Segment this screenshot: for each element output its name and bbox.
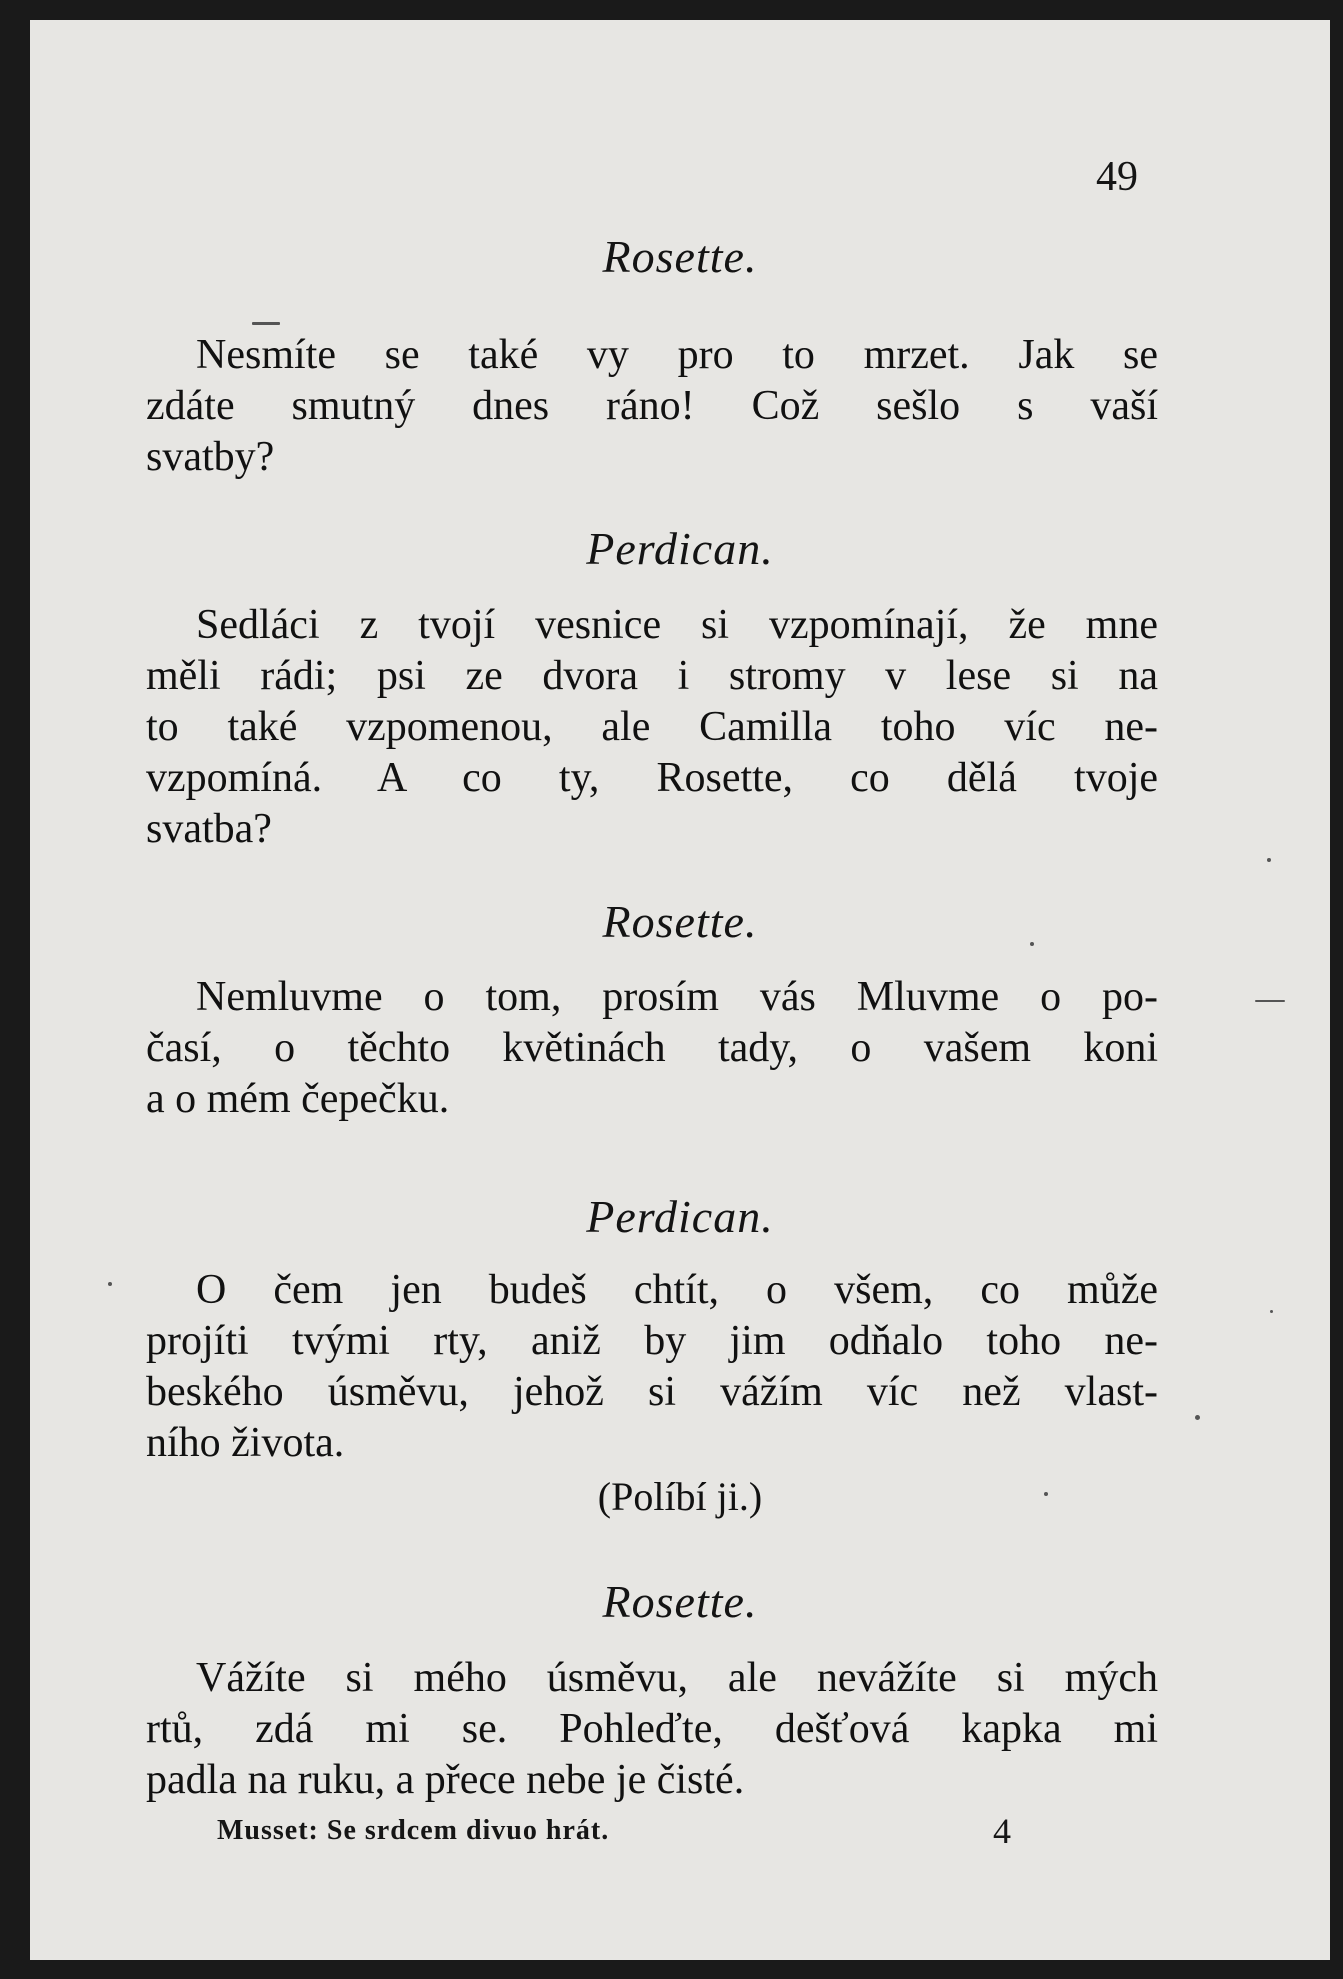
speech-paragraph: [146, 972, 1158, 1125]
stage-direction: (Políbí ji.): [597, 1474, 763, 1519]
speech-paragraph: [146, 1265, 1158, 1469]
speech-line: padla na ruku, a přece nebe je čisté.: [146, 1757, 745, 1803]
speech-line: měli rádi; psi ze dvora i stromy v lese si na: [146, 653, 1158, 699]
speech-line: ního života.: [146, 1420, 345, 1466]
speech-line: projíti tvými rty, aniž by jim odňalo toho ne-: [146, 1318, 1158, 1364]
speech-line: časí, o těchto květinách tady, o vašem koni: [146, 1025, 1158, 1071]
speech-line: a o mém čepečku.: [146, 1076, 450, 1122]
paper-speck: [1255, 1000, 1285, 1002]
speaker-name: Rosette.: [602, 1576, 758, 1627]
speaker-name: Perdican.: [586, 523, 774, 574]
speech-line: O čem jen budeš chtít, o všem, co může: [196, 1267, 1158, 1313]
paper-speck: [252, 322, 280, 325]
paper-speck: [1044, 1492, 1048, 1496]
speaker-name: Rosette.: [602, 896, 758, 947]
signature-number: 4: [993, 1811, 1011, 1851]
paper-speck: [1267, 858, 1271, 862]
speech-line: to také vzpomenou, ale Camilla toho víc ne-: [146, 704, 1158, 750]
book-page: [30, 20, 1330, 1960]
speech-line: vzpomíná. A co ty, Rosette, co dělá tvoje: [146, 755, 1158, 801]
speech-paragraph: [146, 600, 1158, 855]
speech-line: beského úsměvu, jehož si vážím víc než vlast-: [146, 1369, 1158, 1415]
paper-speck: [1270, 1310, 1273, 1313]
paper-speck: [1195, 1415, 1200, 1420]
speech-line: svatby?: [146, 434, 275, 480]
speaker-name: Perdican.: [586, 1191, 774, 1242]
speech-line: rtů, zdá mi se. Pohleďte, dešťová kapka mi: [146, 1706, 1158, 1752]
speech-line: Nemluvme o tom, prosím vás Mluvme o po-: [196, 974, 1158, 1020]
paper-speck: [108, 1282, 112, 1286]
speech-line: Sedláci z tvojí vesnice si vzpomínají, že mne: [196, 602, 1158, 648]
footer-signature: Musset: Se srdcem divuo hrát.: [217, 1815, 610, 1846]
paper-speck: [1030, 942, 1034, 946]
speech-paragraph: [146, 1653, 1158, 1806]
speech-line: zdáte smutný dnes ráno! Což sešlo s vaší: [146, 383, 1158, 429]
page-number: 49: [1096, 154, 1138, 200]
speech-line: svatba?: [146, 806, 272, 852]
speech-paragraph: [146, 330, 1158, 483]
speech-line: Nesmíte se také vy pro to mrzet. Jak se: [196, 332, 1158, 378]
speaker-name: Rosette.: [602, 231, 758, 282]
speech-line: Vážíte si mého úsměvu, ale nevážíte si mých: [196, 1655, 1158, 1701]
